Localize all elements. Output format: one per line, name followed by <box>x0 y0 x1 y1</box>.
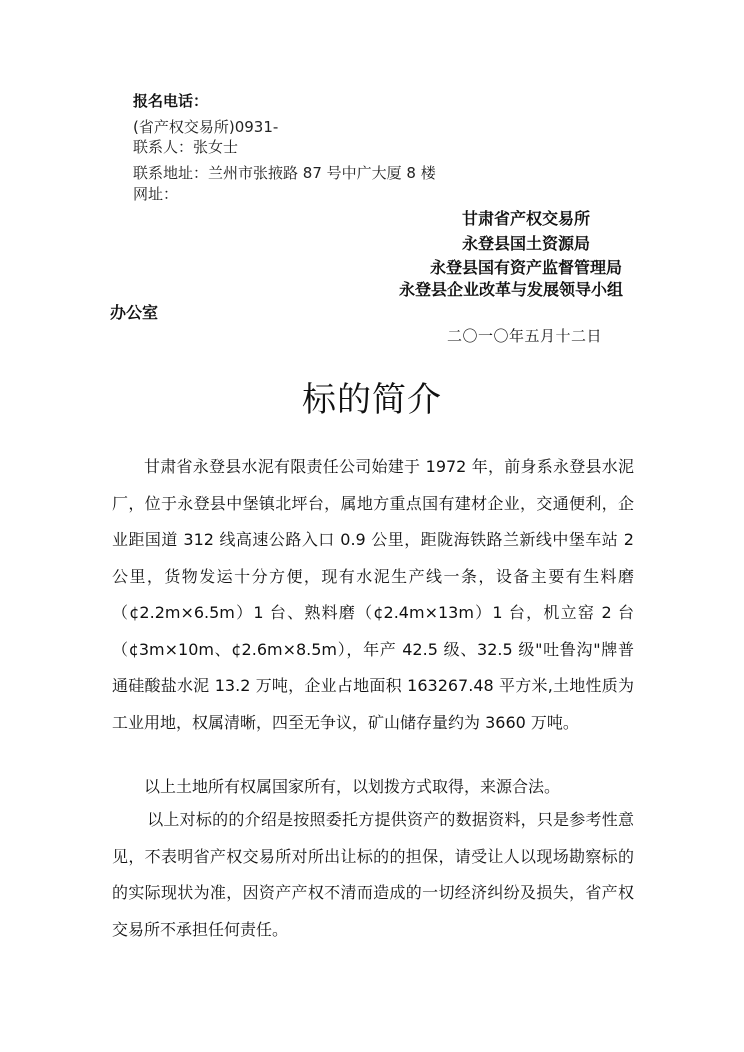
org-reform-leading-group: 永登县企业改革与发展领导小组 <box>399 280 624 299</box>
org-land-resources-bureau: 永登县国土资源局 <box>462 234 591 253</box>
document-title: 标的简介 <box>302 380 442 420</box>
contact-website: 网址： <box>133 185 179 203</box>
contact-label: 报名电话： <box>133 92 209 110</box>
office-label: 办公室 <box>110 303 159 322</box>
land-ownership-paragraph: 以上土地所有权属国家所有，以划拨方式取得，来源合法。 <box>144 777 561 796</box>
document-date: 二〇一〇年五月十二日 <box>447 327 603 345</box>
org-state-assets-bureau: 永登县国有资产监督管理局 <box>430 258 623 277</box>
intro-paragraph: 甘肃省永登县水泥有限责任公司始建于 1972 年，前身系永登县水泥厂，位于永登县中堡镇北坪台，属地方重点国有建材企业，交通便利，企业距国道 312 线高速公路入口 0.9 公里，距陇海铁路兰新线中堡车站 2 公里，货物发运十分方便，现有水泥生产线一条，设备主要有生料磨（¢2.2m×6.5m）1 台、熟料磨（¢2.4m×13m）1 台，机立窑 2 台（¢3m×10m、¢2.6m×8.5m），年产 42.5 级、32.5 级"吐鲁沟"牌普通硅酸盐水泥 13.2 万吨，企业占地面积 163267.48 平方米,土地性质为工业用地，权属清晰，四至无争议，矿山储存量约为 3660 万吨。 <box>112 457 634 732</box>
contact-phone: (省产权交易所)0931- <box>133 118 279 136</box>
contact-address: 联系地址：兰州市张掖路 87 号中广大厦 8 楼 <box>133 164 436 182</box>
contact-person: 联系人：张女士 <box>133 138 239 156</box>
disclaimer-paragraph: 以上对标的的介绍是按照委托方提供资产的数据资料，只是参考性意见，不表明省产权交易所对所出让标的的担保，请受让人以现场勘察标的的实际现状为准，因资产产权不清而造成的一切经济纠纷及损失，省产权交易所不承担任何责任。 <box>112 810 634 939</box>
org-provincial-exchange: 甘肃省产权交易所 <box>462 209 591 228</box>
